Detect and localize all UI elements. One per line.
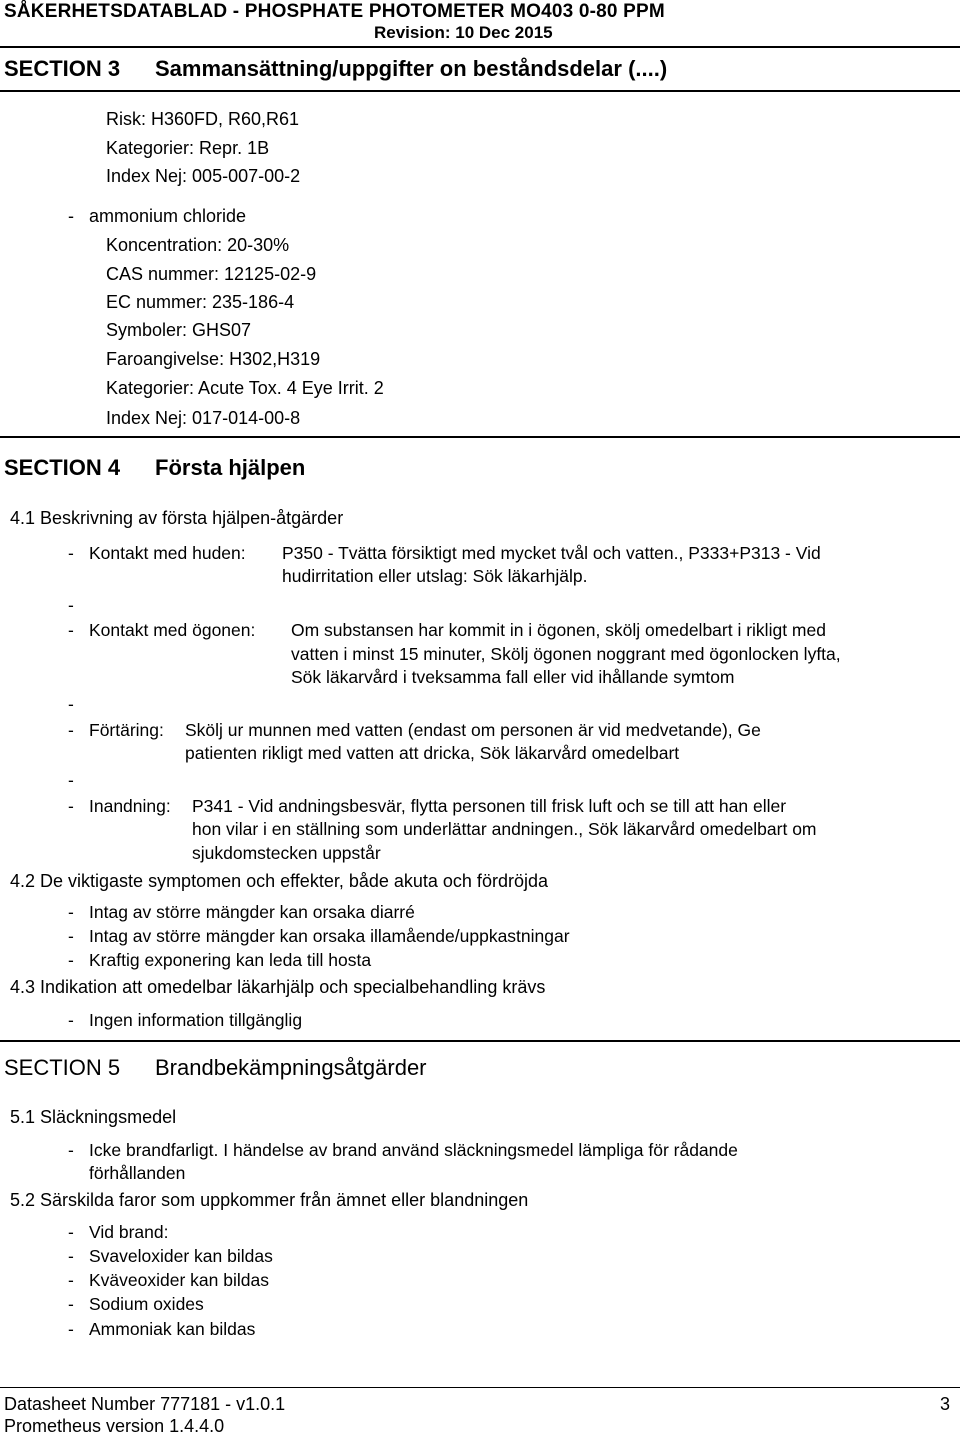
ingestion-label: Förtäring:	[89, 720, 164, 740]
list-item: Ingen information tillgänglig	[89, 1010, 303, 1030]
subsection-5-1-heading: 5.1 Släckningsmedel	[10, 1107, 177, 1127]
section-4-title: Första hjälpen	[155, 455, 306, 480]
section-4-rule	[0, 436, 960, 438]
revision-date: Revision: 10 Dec 2015	[374, 23, 553, 42]
section-5-title: Brandbekämpningsåtgärder	[155, 1055, 427, 1080]
list-item: Intag av större mängder kan orsaka illamående/uppkastningar	[89, 926, 570, 946]
list-dash: -	[68, 902, 74, 922]
subsection-4-1-heading: 4.1 Beskrivning av första hjälpen-åtgärder	[10, 508, 344, 528]
list-item: Vid brand:	[89, 1222, 169, 1242]
ingestion-text: patienten rikligt med vatten att dricka, Sök läkarvård omedelbart	[185, 743, 680, 763]
list-item: Kraftig exponering kan leda till hosta	[89, 950, 372, 970]
ingestion-text: Skölj ur munnen med vatten (endast om personen är vid medvetande), Ge	[185, 720, 761, 740]
list-item: Sodium oxides	[89, 1294, 204, 1314]
list-item: Ammoniak kan bildas	[89, 1319, 256, 1339]
footer-rule	[0, 1387, 960, 1388]
list-dash: -	[68, 620, 74, 640]
section-4-number: SECTION 4	[4, 455, 121, 480]
list-item: Intag av större mängder kan orsaka diarré	[89, 902, 415, 922]
list-dash: -	[68, 720, 74, 740]
extinguishing-text: förhållanden	[89, 1163, 186, 1183]
inhalation-label: Inandning:	[89, 796, 171, 816]
list-dash: -	[68, 694, 74, 714]
list-item: Kväveoxider kan bildas	[89, 1270, 269, 1290]
list-dash: -	[68, 1270, 74, 1290]
skin-contact-text: P350 - Tvätta försiktigt med mycket tvål och vatten., P333+P313 - Vid	[282, 543, 821, 563]
inhalation-text: P341 - Vid andningsbesvär, flytta personen till frisk luft och se till att han eller	[192, 796, 787, 816]
subsection-5-2-heading: 5.2 Särskilda faror som uppkommer från ämnet eller blandningen	[10, 1190, 529, 1210]
list-dash: -	[68, 1140, 74, 1160]
list-dash: -	[68, 206, 74, 226]
inhalation-text: hon vilar i en ställning som underlättar andningen., Sök läkarvård omedelbart om	[192, 819, 817, 839]
risk-line: Risk: H360FD, R60,R61	[106, 109, 300, 129]
list-dash: -	[68, 1222, 74, 1242]
hazard-line: Faroangivelse: H302,H319	[106, 349, 321, 369]
section-3-title: Sammansättning/uppgifter on beståndsdelar (....)	[155, 56, 668, 81]
software-version: Prometheus version 1.4.4.0	[4, 1416, 225, 1436]
page-number: 3	[939, 1394, 950, 1414]
skin-contact-label: Kontakt med huden:	[89, 543, 246, 563]
list-dash: -	[68, 796, 74, 816]
eye-contact-text: vatten i minst 15 minuter, Skölj ögonen noggrant med ögonlocken lyfta,	[291, 644, 841, 664]
extinguishing-text: Icke brandfarligt. I händelse av brand använd släckningsmedel lämpliga för rådande	[89, 1140, 738, 1160]
document-title: SÅKERHETSDATABLAD - PHOSPHATE PHOTOMETER MO403 0-80 PPM	[4, 1, 665, 22]
list-dash: -	[68, 926, 74, 946]
eye-contact-text: Sök läkarvård i tveksamma fall eller vid ihållande symtom	[291, 667, 735, 687]
symbol-line: Symboler: GHS07	[106, 320, 252, 340]
section-5-number: SECTION 5	[4, 1055, 121, 1080]
list-dash: -	[68, 770, 74, 790]
subsection-4-3-heading: 4.3 Indikation att omedelbar läkarhjälp och specialbehandling krävs	[10, 977, 546, 997]
component-name: ammonium chloride	[89, 206, 247, 226]
cas-line: CAS nummer: 12125-02-9	[106, 264, 317, 284]
list-dash: -	[68, 1246, 74, 1266]
index-line: Index Nej: 017-014-00-8	[106, 408, 301, 428]
subsection-4-2-heading: 4.2 De viktigaste symptomen och effekter, både akuta och fördröjda	[10, 871, 548, 891]
category-line: Kategorier: Repr. 1B	[106, 138, 270, 158]
inhalation-text: sjukdomstecken uppstår	[192, 843, 381, 863]
skin-contact-text: hudirritation eller utslag: Sök läkarhjälp.	[282, 566, 588, 586]
list-dash: -	[68, 1319, 74, 1339]
section-3-rule	[0, 90, 960, 92]
list-dash: -	[68, 1010, 74, 1030]
list-dash: -	[68, 950, 74, 970]
eye-contact-label: Kontakt med ögonen:	[89, 620, 256, 640]
list-item: Svaveloxider kan bildas	[89, 1246, 273, 1266]
eye-contact-text: Om substansen har kommit in i ögonen, skölj omedelbart i rikligt med	[291, 620, 826, 640]
datasheet-number: Datasheet Number 777181 - v1.0.1	[4, 1394, 286, 1414]
concentration-line: Koncentration: 20-30%	[106, 235, 290, 255]
list-dash: -	[68, 1294, 74, 1314]
ec-line: EC nummer: 235-186-4	[106, 292, 295, 312]
category-line: Kategorier: Acute Tox. 4 Eye Irrit. 2	[106, 378, 384, 398]
list-dash: -	[68, 595, 74, 615]
header-rule	[0, 46, 960, 48]
list-dash: -	[68, 543, 74, 563]
section-3-number: SECTION 3	[4, 56, 121, 81]
index-line: Index Nej: 005-007-00-2	[106, 166, 301, 186]
section-5-rule	[0, 1040, 960, 1042]
